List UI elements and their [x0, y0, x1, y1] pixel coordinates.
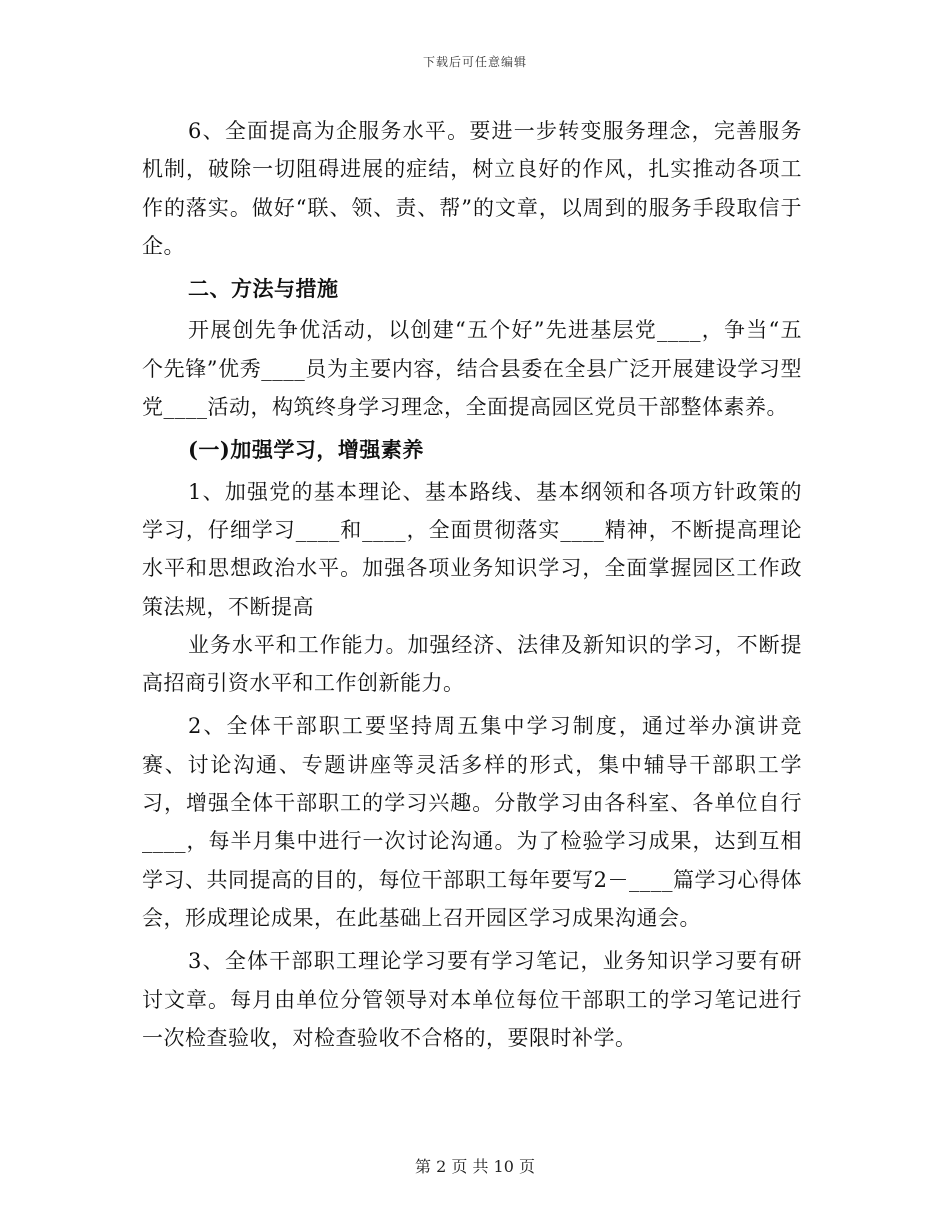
page-header: 下载后可任意编辑 [422, 55, 527, 69]
document-body [142, 112, 802, 1057]
paragraph-service-level: 6、全面提高为企服务水平。要进一步转变服务理念，完善服务机制，破除一切阻碍进展的症结，树立良好的作风，扎实推动各项工作的落实。做好“联、领、责、帮”的文章，以周到的服务手段取信于企。 [142, 119, 802, 258]
section-heading-methods: 二、方法与措施 [188, 276, 339, 302]
paragraph-study-theory: 1、加强党的基本理论、基本路线、基本纲领和各项方针政策的学习，仔细学习____和____，全面贯彻落实____精神，不断提高理论水平和思想政治水平。加强各项业务知识学习，全面掌握园区工作政策法规，不断提高 [142, 479, 802, 619]
paragraph-activities: 开展创先争优活动，以创建“五个好”先进基层党____，争当“五个先锋”优秀____员为主要内容，结合县委在全县广泛开展建设学习型党____活动，构筑终身学习理念，全面提高园区党员干部整体素养。 [142, 318, 802, 420]
paragraph-friday-study: 2、全体干部职工要坚持周五集中学习制度，通过举办演讲竞赛、讨论沟通、专题讲座等灵活多样的形式，集中辅导干部职工学习，增强全体干部职工的学习兴趣。分散学习由各科室、各单位自行____，每半月集中进行一次讨论沟通。为了检验学习成果，达到互相学习、共同提高的目的，每位干部职工每年要写2－____篇学习心得体会，形成理论成果，在此基础上召开园区学习成果沟通会。 [142, 714, 802, 930]
page-number: 第 2 页 共 10 页 [415, 1157, 535, 1176]
paragraph-study-notes: 3、全体干部职工理论学习要有学习笔记，业务知识学习要有研讨文章。每月由单位分管领导对本单位每位干部职工的学习笔记进行一次检查验收，对检查验收不合格的，要限时补学。 [142, 949, 802, 1050]
subsection-heading-study: (一)加强学习，增强素养 [188, 437, 424, 463]
paragraph-study-skills: 业务水平和工作能力。加强经济、法律及新知识的学习，不断提高招商引资水平和工作创新能力。 [142, 632, 802, 696]
